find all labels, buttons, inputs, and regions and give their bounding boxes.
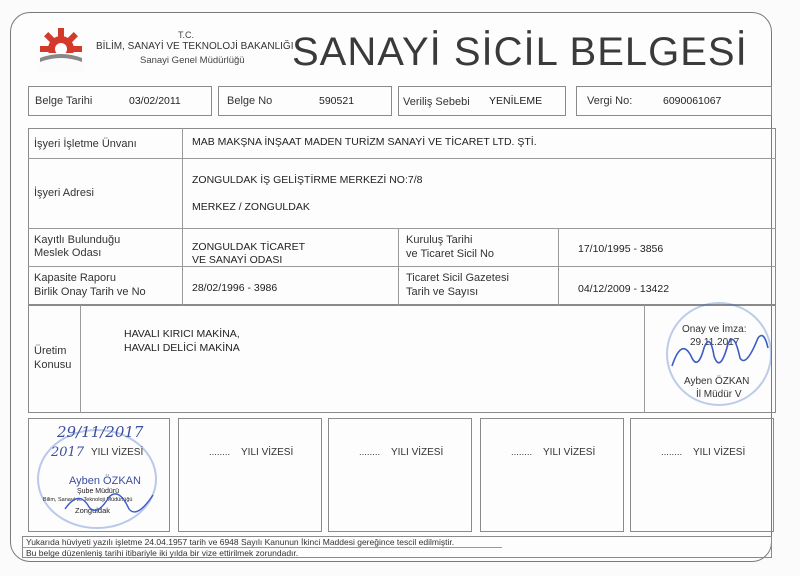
unvan-value: MAB MAKŞNA İNŞAAT MADEN TURİZM SANAYİ VE TİCARET LTD. ŞTİ. [192, 136, 537, 148]
belge-tarihi-box [28, 86, 212, 116]
unvan-label: İşyeri İşletme Ünvanı [34, 138, 137, 150]
visa-3-label: YILI VİZESİ [391, 447, 444, 458]
meslek-odasi-label1: Kayıtlı Bulunduğu [34, 234, 121, 246]
onay-label: Onay ve İmza: [682, 324, 747, 335]
visa-1-stamp-city: Zonguldak [75, 506, 111, 515]
onay-role: İl Müdür V [696, 389, 742, 400]
belge-tarihi-label: Belge Tarihi [35, 95, 93, 107]
belge-no-box [218, 86, 392, 116]
uretim-item2: HAVALI DELİCİ MAKİNA [124, 342, 240, 354]
uretim-item1: HAVALI KIRICI MAKİNA, [124, 328, 240, 340]
belge-no-value: 590521 [319, 95, 355, 107]
verilis-sebebi-box [398, 86, 566, 116]
header-ministry: BİLİM, SANAYİ VE TEKNOLOJİ BAKANLIĞI [96, 41, 294, 52]
kapasite-label2: Birlik Onay Tarih ve No [34, 286, 146, 298]
signature [664, 318, 774, 378]
verilis-sebebi-value: YENİLEME [489, 95, 543, 107]
kurulus-label2: ve Ticaret Sicil No [406, 248, 495, 260]
kurulus-label1: Kuruluş Tarihi [406, 234, 473, 246]
meslek-odasi-label2: Meslek Odası [34, 247, 102, 259]
visa-box-4 [480, 418, 624, 532]
visa-1-handwritten-date: 29/11/2017 [57, 423, 144, 441]
footer-line-2: Bu belge düzenleniş tarihi itibariyle iki yılda bir vize ettirilmek zorundadır. [26, 548, 299, 558]
gazete-label1: Ticaret Sicil Gazetesi [406, 272, 509, 284]
visa-1-stamp-org: Bilim, Sanayi ve Teknoloji Müdürlüğü [43, 497, 133, 503]
visa-5-label: YILI VİZESİ [693, 447, 746, 458]
gazete-value: 04/12/2009 - 13422 [578, 283, 670, 295]
visa-1-signature [59, 485, 159, 519]
visa-2-label: YILI VİZESİ [241, 447, 294, 458]
footer-line-1: Yukarıda hüviyeti yazılı işletme 24.04.1957 tarih ve 6948 Sayılı Kanunun İkinci Maddesi gereğince tescil edilmiştir. [26, 537, 455, 547]
visa-box-1 [28, 418, 170, 532]
gear-logo-icon [38, 26, 84, 72]
onay-name: Ayben ÖZKAN [684, 376, 750, 387]
vergi-no-label: Vergi No: [587, 95, 633, 107]
uretim-label2: Konusu [34, 359, 72, 371]
visa-4-prefix: ........ [511, 447, 533, 458]
meslek-odasi-value2: VE SANAYİ ODASI [192, 254, 283, 266]
visa-1-label: YILI VİZESİ [91, 447, 144, 458]
header-tc: T.C. [178, 30, 195, 40]
visa-4-label: YILI VİZESİ [543, 447, 596, 458]
onay-date: 29.11.2017 [690, 337, 740, 348]
vergi-no-box [576, 86, 772, 116]
adres-line1: ZONGULDAK İŞ GELİŞTİRME MERKEZİ NO:7/8 [192, 174, 423, 186]
visa-3-prefix: ........ [359, 447, 381, 458]
visa-1-stamp-role: Şube Müdürü [77, 488, 120, 495]
adres-line2: MERKEZ / ZONGULDAK [192, 201, 310, 213]
kurulus-value: 17/10/1995 - 3856 [578, 243, 664, 255]
uretim-label1: Üretim [34, 345, 67, 357]
visa-2-prefix: ........ [209, 447, 231, 458]
visa-1-stamp-name: Ayben ÖZKAN [69, 475, 141, 487]
company-table [28, 128, 776, 305]
kapasite-label1: Kapasite Raporu [34, 272, 116, 284]
visa-box-5 [630, 418, 774, 532]
vergi-no-value: 6090061067 [663, 95, 722, 107]
header-directorate: Sanayi Genel Müdürlüğü [140, 55, 245, 66]
belge-no-label: Belge No [227, 95, 273, 107]
page-title: SANAYİ SİCİL BELGESİ [292, 30, 748, 74]
belge-tarihi-value: 03/02/2011 [129, 95, 181, 107]
verilis-sebebi-label: Veriliş Sebebi [403, 96, 470, 108]
kapasite-value: 28/02/1996 - 3986 [192, 282, 278, 294]
adres-label: İşyeri Adresi [34, 187, 94, 199]
visa-box-2 [178, 418, 322, 532]
visa-1-year: 2017 [51, 445, 85, 460]
visa-box-3 [328, 418, 472, 532]
meslek-odasi-value1: ZONGULDAK TİCARET [192, 241, 305, 253]
gazete-label2: Tarih ve Sayısı [406, 286, 479, 298]
visa-5-prefix: ........ [661, 447, 683, 458]
